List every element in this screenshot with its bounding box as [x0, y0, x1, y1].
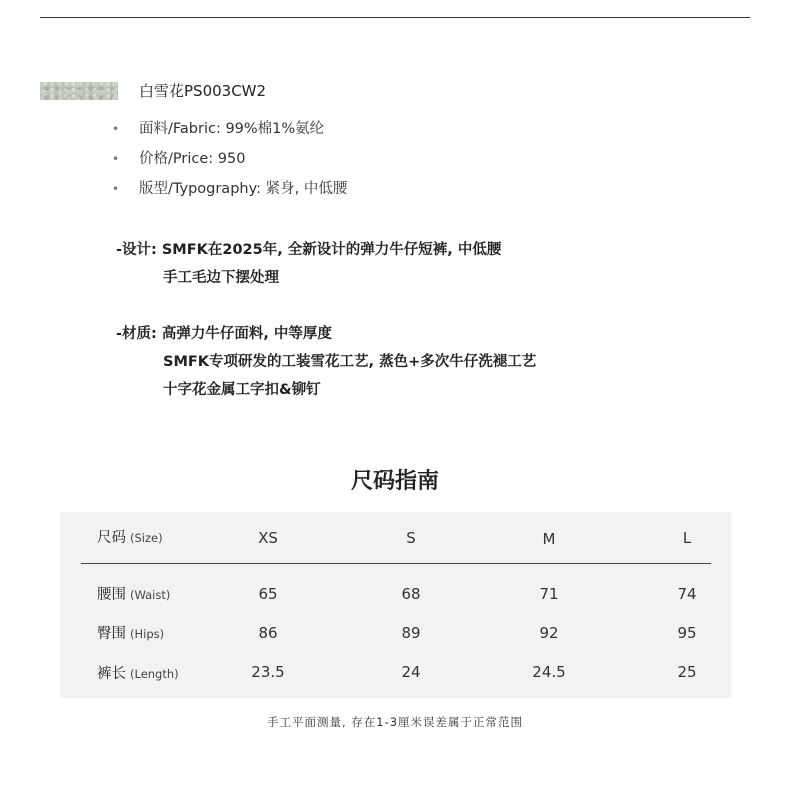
- table-cell: 24: [401, 663, 421, 681]
- material-line-1: -材质: 高弹力牛仔面料, 中等厚度: [116, 326, 332, 342]
- bullet-icon: •: [112, 122, 120, 136]
- table-cell: 92: [539, 624, 559, 642]
- design-description: [116, 239, 501, 295]
- row-label-waist: [97, 585, 170, 605]
- table-cell: 25: [677, 663, 697, 681]
- size-table-divider: [81, 563, 711, 564]
- size-col-l: L: [682, 529, 692, 547]
- table-cell: 95: [677, 624, 697, 642]
- row-label-length-sub: (Length): [130, 667, 179, 681]
- spec-fit-text: 版型/Typography: 紧身, 中低腰: [139, 181, 348, 197]
- size-header-sub: (Size): [130, 531, 163, 545]
- bullet-icon: •: [112, 152, 120, 166]
- spec-price-text: 价格/Price: 950: [139, 151, 246, 167]
- row-label-hips: [97, 624, 164, 644]
- fabric-swatch-image: [40, 82, 118, 100]
- top-divider: [40, 17, 750, 18]
- material-line-2: SMFK专项研发的工装雪花工艺, 蒸色+多次牛仔洗褪工艺: [163, 354, 537, 370]
- measurement-note: 手工平面测量, 存在1-3厘米误差属于正常范围: [266, 715, 524, 729]
- row-label-waist-sub: (Waist): [130, 588, 171, 602]
- spec-fabric-text: 面料/Fabric: 99%棉1%氨纶: [139, 121, 325, 137]
- bullet-icon: •: [112, 182, 120, 196]
- row-label-hips-sub: (Hips): [130, 627, 165, 641]
- table-cell: 68: [401, 585, 421, 603]
- size-col-xs: XS: [258, 529, 278, 547]
- size-col-m: M: [542, 530, 556, 548]
- row-label-length: [97, 664, 179, 684]
- spec-list: [112, 118, 347, 208]
- table-cell: 23.5: [251, 663, 285, 681]
- table-cell: 24.5: [532, 663, 566, 681]
- spec-item-fabric: [112, 118, 347, 148]
- row-label-length-text: 裤长: [97, 666, 126, 682]
- table-cell: 65: [258, 585, 278, 603]
- design-line-1: -设计: SMFK在2025年, 全新设计的弹力牛仔短裤, 中低腰: [116, 242, 502, 258]
- size-header-label: [97, 528, 163, 548]
- size-guide-title: 尺码指南: [350, 469, 439, 494]
- spec-item-fit: [112, 178, 347, 208]
- material-description: [116, 323, 536, 407]
- table-cell: 86: [258, 624, 278, 642]
- table-cell: 89: [401, 624, 421, 642]
- size-header-text: 尺码: [97, 530, 126, 546]
- table-cell: 71: [539, 585, 559, 603]
- row-label-hips-text: 臀围: [97, 626, 126, 642]
- design-line-2: 手工毛边下摆处理: [163, 270, 279, 286]
- material-line-3: 十字花金属工字扣&铆钉: [163, 382, 321, 398]
- row-label-waist-text: 腰围: [97, 587, 126, 603]
- table-cell: 74: [677, 585, 697, 603]
- size-col-s: S: [406, 529, 416, 547]
- product-name: 白雪花PS003CW2: [139, 82, 267, 100]
- spec-item-price: [112, 148, 347, 178]
